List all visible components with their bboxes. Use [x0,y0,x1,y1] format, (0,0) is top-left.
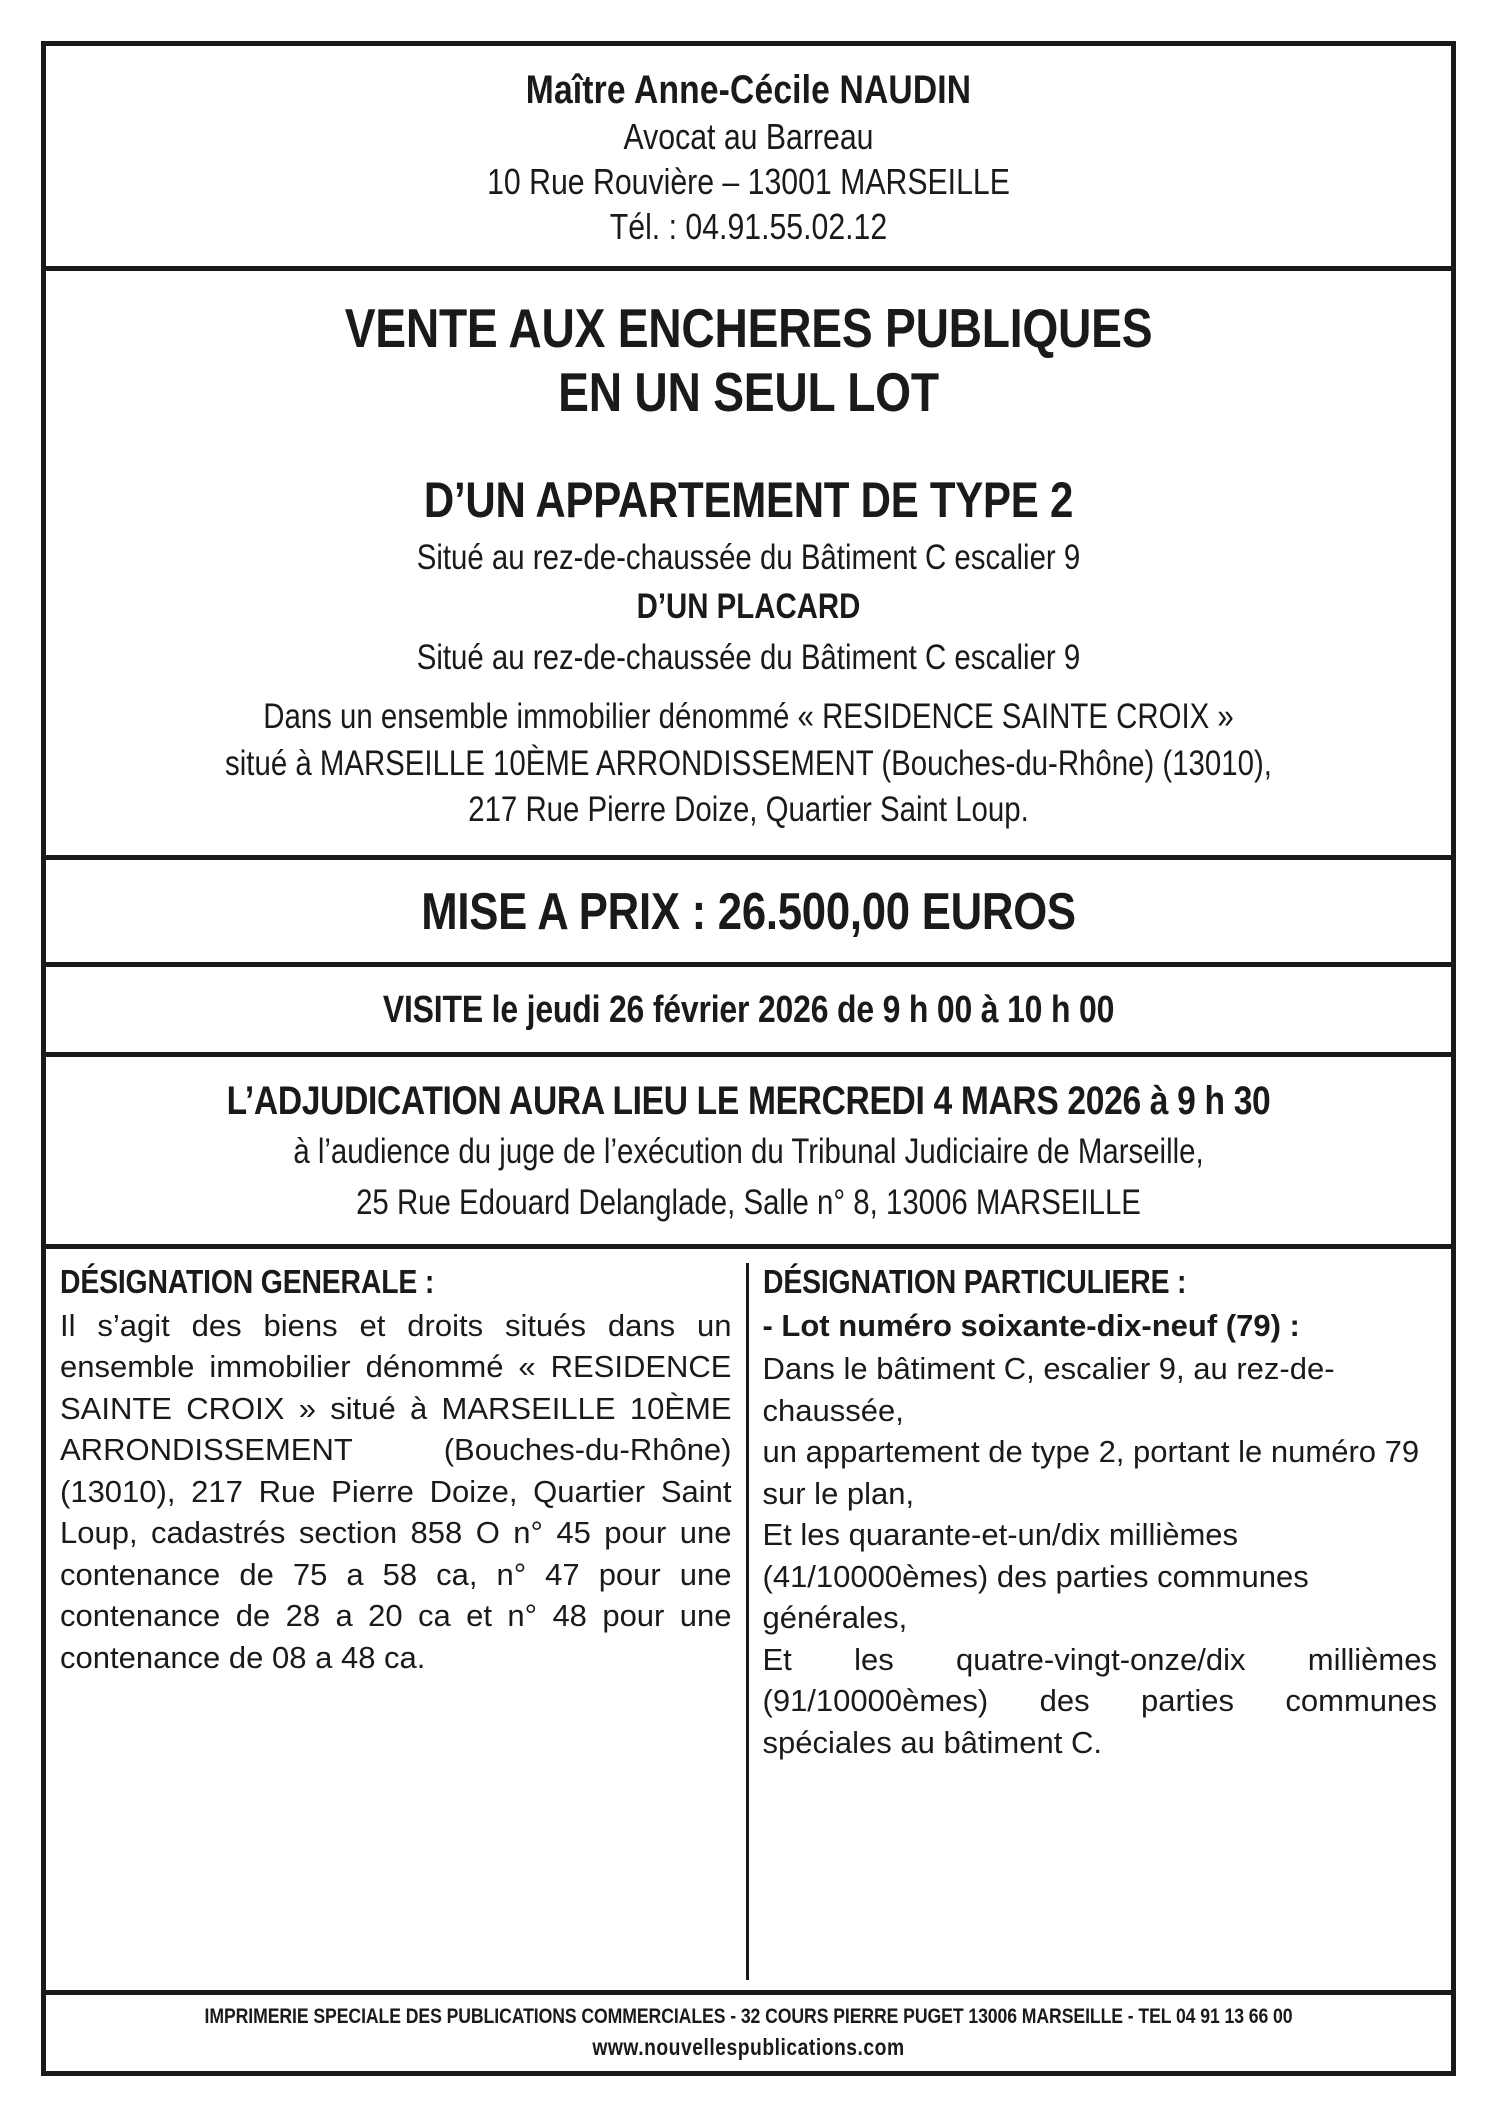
lot2-title-text: D’UN PLACARD [636,586,861,626]
ensemble-line3-text: 217 Rue Pierre Doize, Quartier Saint Loup. [468,789,1029,829]
designation-generale-column [46,1263,749,1981]
lot2-title [46,585,1451,630]
printer-info-text: IMPRIMERIE SPECIALE DES PUBLICATIONS COMMERCIALES - 32 COURS PIERRE PUGET 13006 MARSEILLE - TEL 04 91 13 66 00 [204,2005,1293,2028]
lawyer-name [46,68,1451,113]
lawyer-header-band [46,46,1451,271]
designation-particuliere-heading-text: DÉSIGNATION PARTICULIERE : [762,1262,1186,1300]
sale-description-band [46,271,1451,860]
lot-number-label: - Lot numéro soixante-dix-neuf (79) : [762,1307,1300,1343]
visit-schedule [46,989,1451,1032]
printer-footer-band [46,1995,1451,2071]
designation-particuliere-heading [763,1263,1438,1301]
ensemble-line2 [46,741,1451,787]
ensemble-line2-text: situé à MARSEILLE 10ÈME ARRONDISSEMENT (Bouches-du-Rhône) (13010), [225,743,1272,783]
adjudication-headline [46,1079,1451,1124]
lot2-location-text: Situé au rez-de-chaussée du Bâtiment C escalier 9 [416,637,1081,677]
adjudication-band [46,1057,1451,1249]
designation-particuliere-column [749,1263,1452,1981]
adjudication-venue-text: à l’audience du juge de l’exécution du Tribunal Judiciaire de Marseille, [293,1131,1204,1171]
auction-notice-poster [41,41,1456,2076]
lawyer-address-text: 10 Rue Rouvière – 13001 MARSEILLE [487,160,1010,202]
adjudication-venue [46,1130,1451,1175]
lawyer-address [46,160,1451,203]
particuliere-line1: Dans le bâtiment C, escalier 9, au rez-de-chaussée, [762,1351,1335,1428]
printer-info [46,2004,1451,2030]
starting-price-band [46,860,1451,967]
lawyer-role-text: Avocat au Barreau [623,115,874,157]
lot1-title [46,471,1451,530]
sale-title-line2-text: EN UN SEUL LOT [558,361,939,424]
ensemble-line1 [46,694,1451,740]
visit-schedule-text: VISITE le jeudi 26 février 2026 de 9 h 00 à 10 h 00 [382,988,1115,1031]
particuliere-line2: un appartement de type 2, portant le numéro 79 sur le plan, [762,1434,1420,1511]
printer-website-text: www.nouvellespublications.com [592,2034,905,2061]
adjudication-address [46,1181,1451,1226]
adjudication-address-text: 25 Rue Edouard Delanglade, Salle n° 8, 13006 MARSEILLE [356,1182,1141,1222]
starting-price-text: MISE A PRIX : 26.500,00 EUROS [421,882,1076,941]
designation-generale-heading-text: DÉSIGNATION GENERALE : [60,1262,435,1300]
particuliere-line4: Et les quatre-vingt-onze/dix millièmes (91/10000èmes) des parties communes spéciales au bâtiment C. [762,1641,1437,1760]
visit-band [46,967,1451,1057]
sale-title-line1-text: VENTE AUX ENCHERES PUBLIQUES [344,297,1153,360]
designations-band [46,1249,1451,1996]
lot1-location [46,536,1451,581]
ensemble-line1-text: Dans un ensemble immobilier dénommé « RESIDENCE SAINTE CROIX » [263,697,1234,737]
lawyer-phone-text: Tél. : 04.91.55.02.12 [609,206,888,248]
lot1-title-text: D’UN APPARTEMENT DE TYPE 2 [423,471,1074,528]
lot1-location-text: Situé au rez-de-chaussée du Bâtiment C escalier 9 [416,537,1081,577]
lawyer-name-text: Maître Anne-Cécile NAUDIN [525,68,972,112]
lawyer-phone [46,205,1451,248]
ensemble-line3 [46,787,1451,833]
starting-price [46,882,1451,942]
sale-title-line2 [46,361,1451,425]
lot2-location [46,636,1451,681]
particuliere-line3: Et les quarante-et-un/dix millièmes (41/10000èmes) des parties communes générales, [762,1517,1309,1636]
sale-title-line1 [46,297,1451,361]
adjudication-headline-text: L’ADJUDICATION AURA LIEU LE MERCREDI 4 MARS 2026 à 9 h 30 [226,1078,1271,1123]
lawyer-role [46,115,1451,158]
designation-generale-heading [60,1263,732,1301]
designation-generale-body: Il s’agit des biens et droits situés dans un ensemble immobilier dénommé « RESIDENCE SAINTE CROIX » situé à MARSEILLE 10ÈME ARRONDISSEMENT (Bouches-du-Rhône) (13010), 217 Rue Pierre Doize, Quartier Saint Loup, cadastrés section 858 O n° 45 pour une contenance de 75 a 58 ca, n° 47 pour une contenance de 28 a 20 ca et n° 48 pour une contenance de 08 a 48 ca. [60,1307,732,1675]
printer-website [46,2033,1451,2062]
